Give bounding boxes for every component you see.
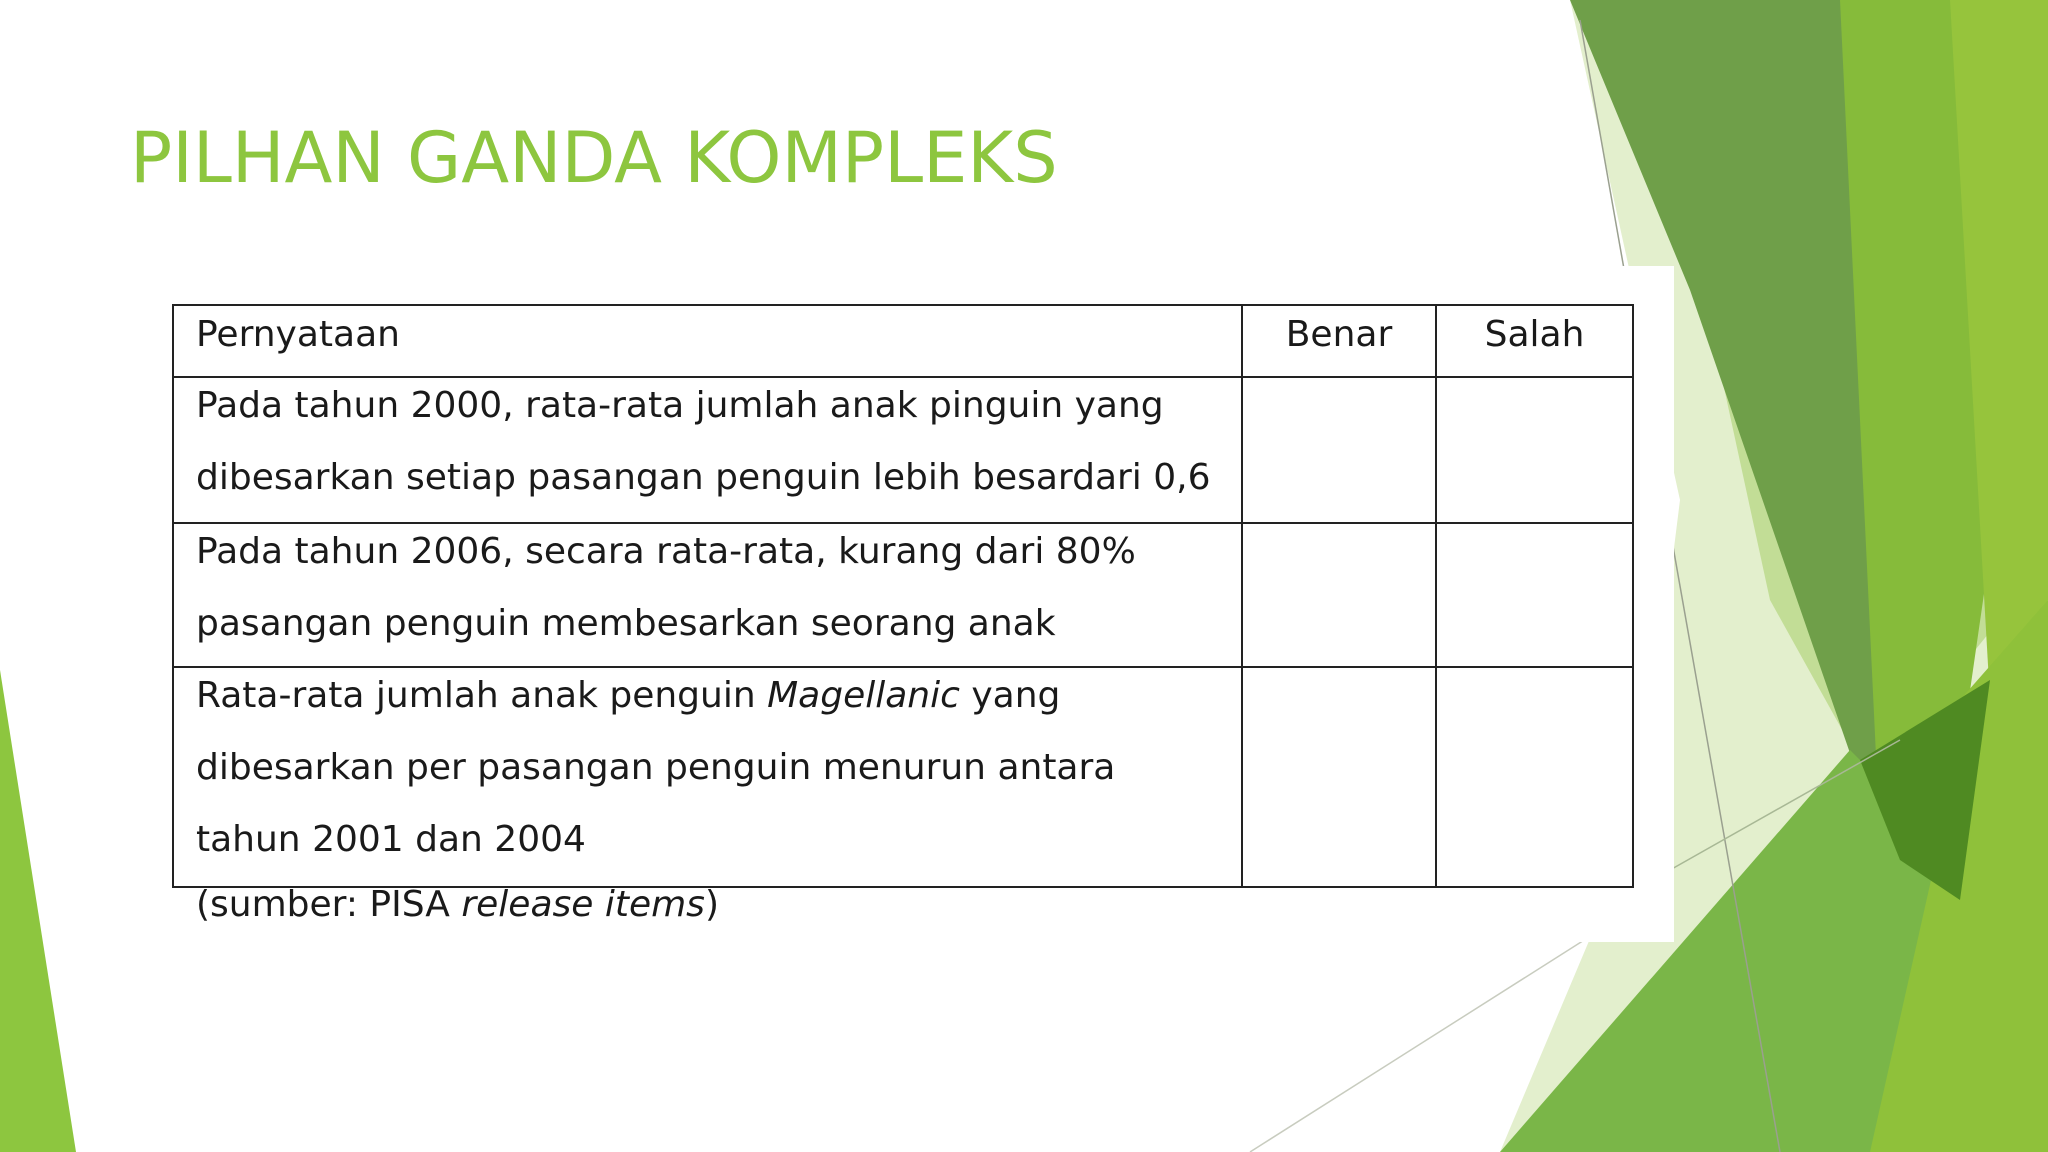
benar-cell[interactable] [1242,377,1436,523]
statement-cell [173,523,1242,667]
statement-text: yang [959,675,1061,716]
statement-cell [173,667,1242,887]
source-caption [196,884,719,925]
salah-cell[interactable] [1436,523,1633,667]
table-image-panel [160,266,1674,942]
benar-cell[interactable] [1242,523,1436,667]
statement-table [172,304,1634,888]
statement-line: pasangan penguin membesarkan seorang anak [196,603,1056,644]
slide-title: PILHAN GANDA KOMPLEKS [130,117,1058,199]
statement-line: dibesarkan per pasangan penguin menurun antara [196,747,1116,788]
statement-line [196,660,1219,732]
header-salah: Salah [1436,305,1633,377]
source-prefix: (sumber: PISA [196,884,462,925]
statement-line: Pada tahun 2000, rata-rata jumlah anak pinguin yang [196,385,1164,426]
table-row [173,523,1633,667]
statement-text: Rata-rata jumlah anak penguin [196,675,768,716]
header-pernyataan: Pernyataan [173,305,1242,377]
salah-cell[interactable] [1436,667,1633,887]
statement-cell [173,377,1242,523]
benar-cell[interactable] [1242,667,1436,887]
source-suffix: ) [704,884,719,925]
header-benar: Benar [1242,305,1436,377]
statement-line: Pada tahun 2006, secara rata-rata, kurang dari 80% [196,531,1136,572]
table-header-row [173,305,1633,377]
statement-line: dibesarkan setiap pasangan penguin lebih besardari 0,6 [196,457,1211,498]
source-italic: release items [461,884,705,925]
table-row [173,667,1633,887]
table-row [173,377,1633,523]
statement-line: tahun 2001 dan 2004 [196,819,586,860]
salah-cell[interactable] [1436,377,1633,523]
statement-italic-text: Magellanic [767,675,960,716]
left-green-triangle [0,670,76,1152]
